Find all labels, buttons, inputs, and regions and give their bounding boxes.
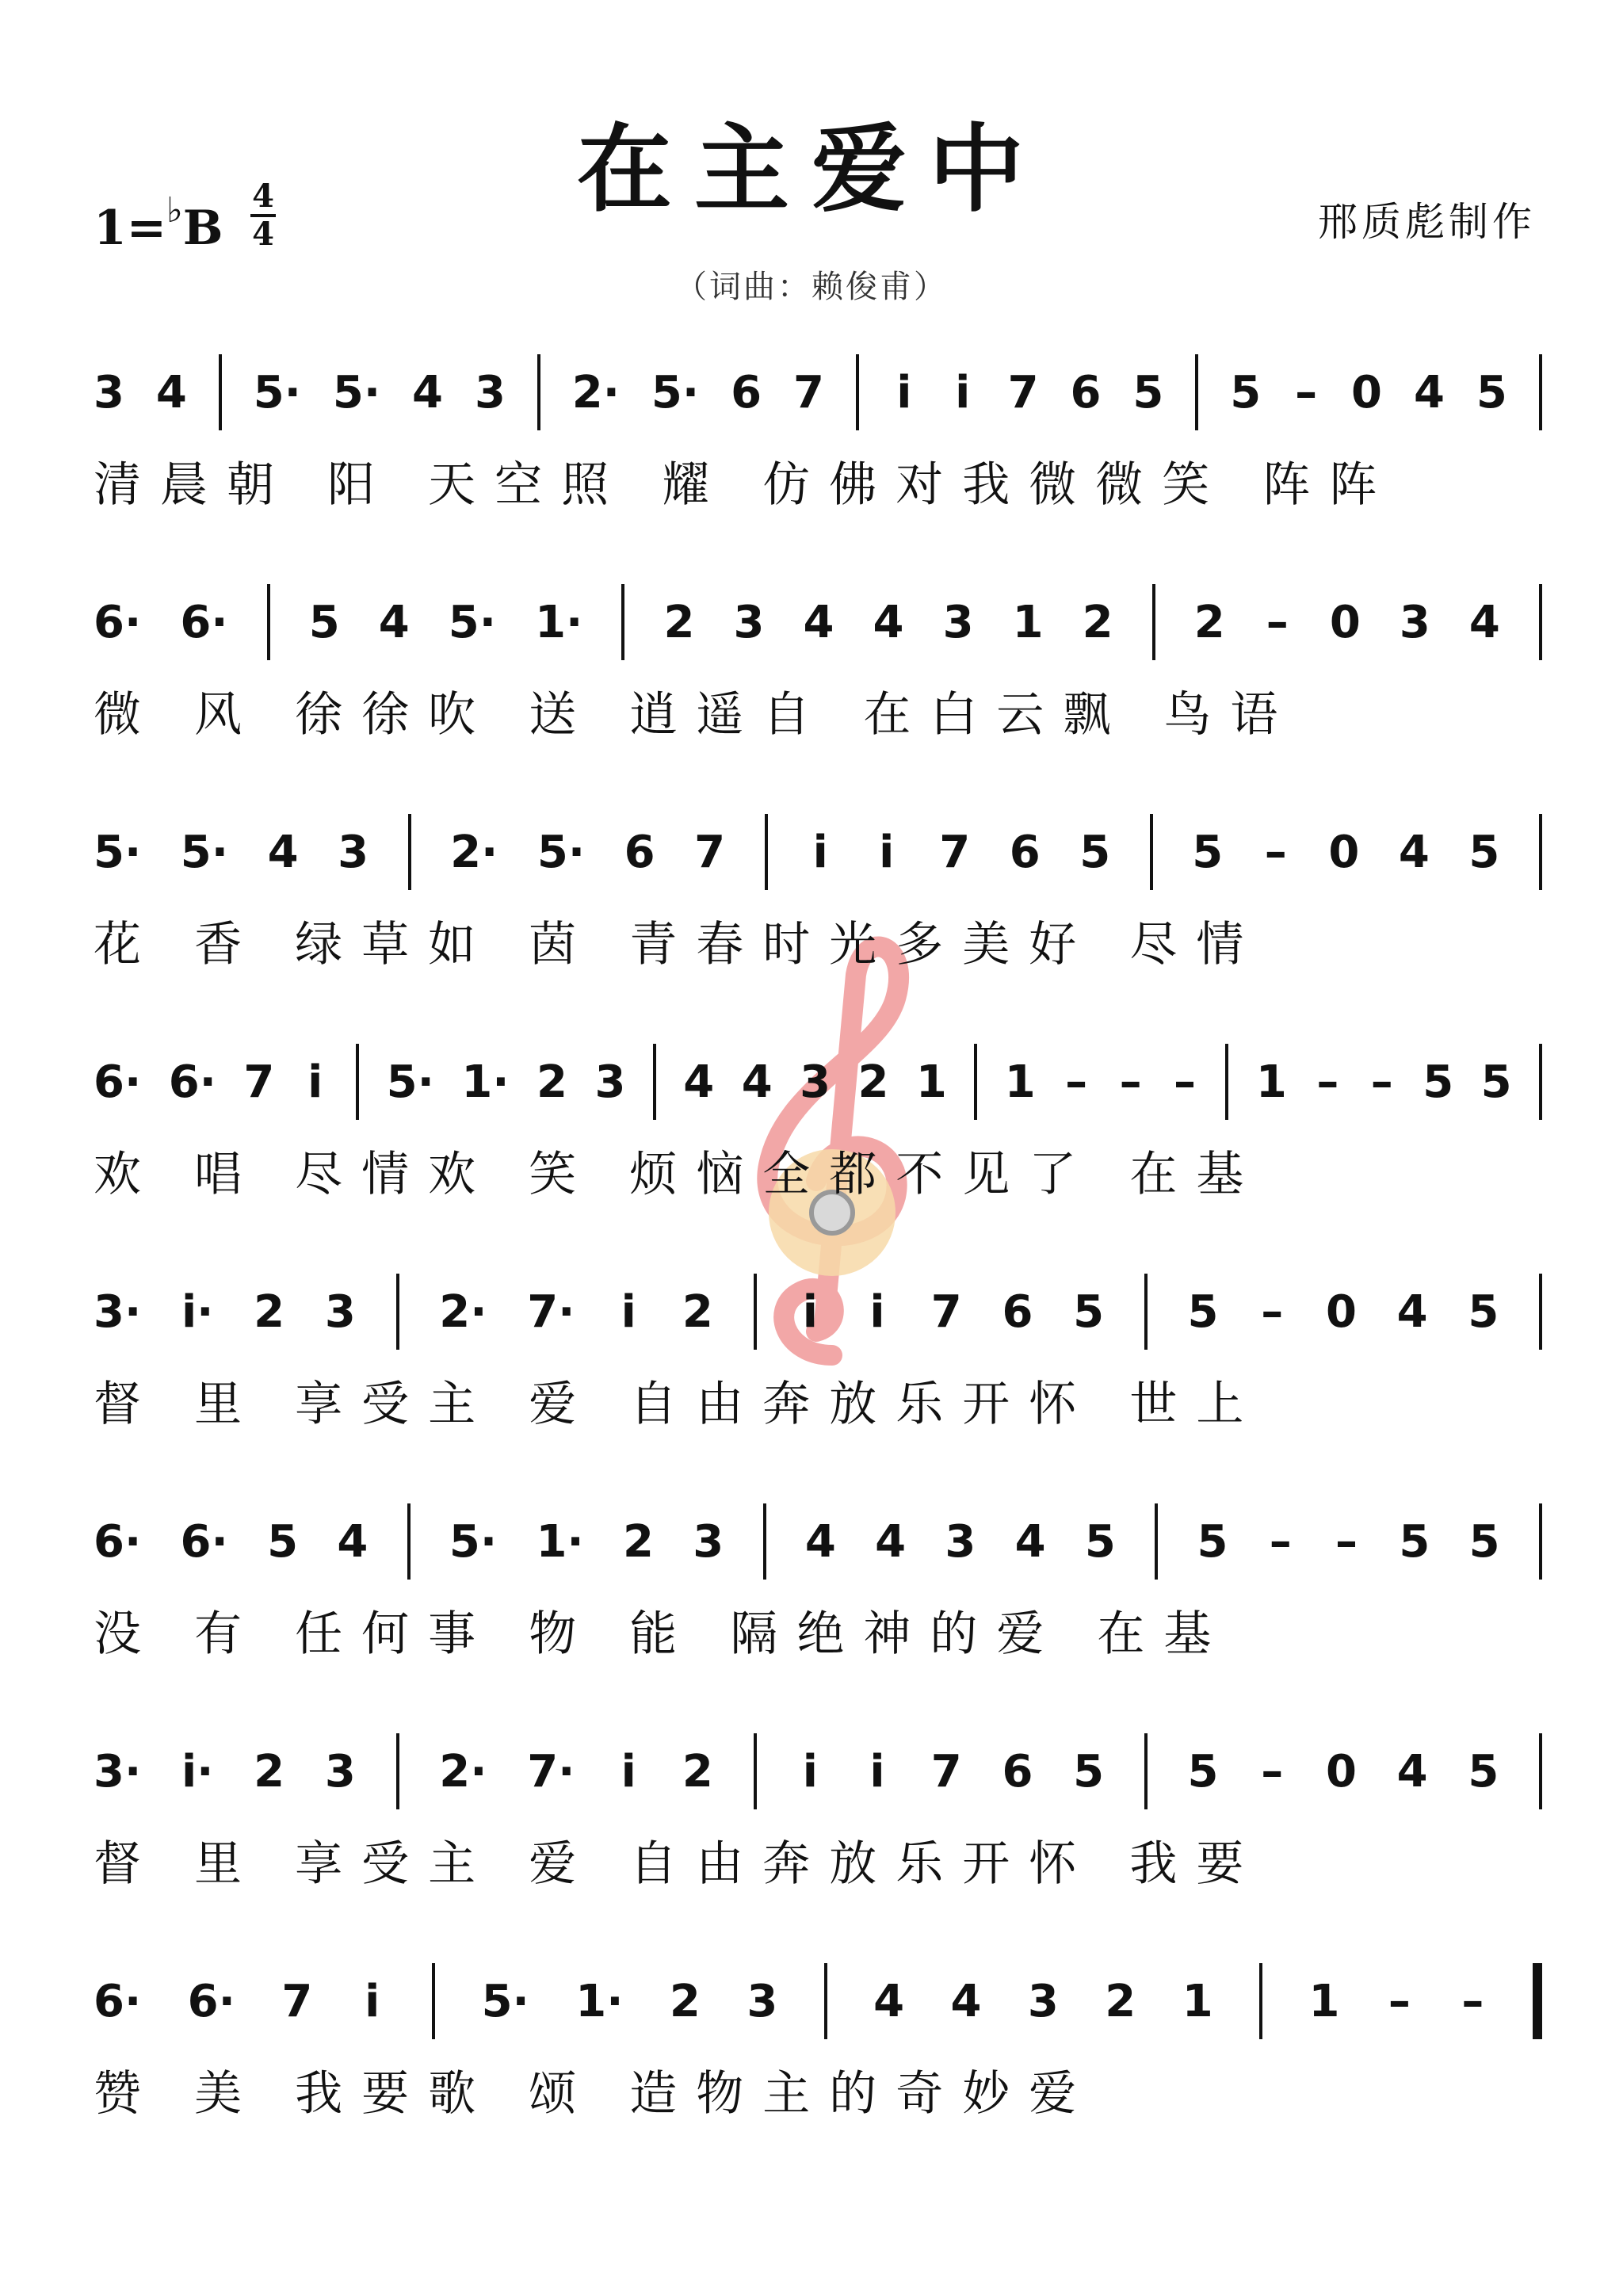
note: – (1388, 1975, 1411, 2027)
song-title: 在主爱中 (577, 113, 1046, 225)
note: 1· (461, 1056, 510, 1108)
note: 3 (800, 1056, 831, 1108)
barline (856, 354, 859, 430)
note: – (1119, 1056, 1142, 1108)
note: 0 (1351, 366, 1383, 418)
note: 2 (682, 1286, 713, 1338)
barline (396, 1733, 399, 1809)
barline (765, 814, 768, 890)
note: 5 (1079, 826, 1111, 878)
note: 5 (1073, 1286, 1105, 1338)
barline (1195, 354, 1198, 430)
note: 3 (942, 596, 974, 648)
note: – (1266, 596, 1289, 648)
note: 7 (939, 826, 971, 878)
note: 2 (682, 1745, 713, 1797)
note: 3 (945, 1515, 976, 1568)
note: 5 (267, 1515, 299, 1568)
barline (1152, 584, 1155, 660)
barline (824, 1963, 827, 2039)
note: 3 (747, 1975, 778, 2027)
note: 5 (1230, 366, 1262, 418)
note: 2 (1082, 596, 1113, 648)
note: 4 (683, 1056, 715, 1108)
note: 5 (1399, 1515, 1430, 1568)
barline (1539, 814, 1542, 890)
note: 1 (915, 1056, 947, 1108)
note: 4 (950, 1975, 982, 2027)
note: 7 (930, 1745, 962, 1797)
note: i (869, 1286, 885, 1338)
lyrics-row: 督 里 享受主 爱 自由奔放乐开怀 世上 (94, 1377, 1263, 1432)
note: 6 (1009, 826, 1041, 878)
barline (356, 1044, 359, 1120)
note: i (307, 1056, 323, 1108)
note: 3 (324, 1745, 356, 1797)
notation-row (94, 1958, 1542, 2045)
barline (537, 354, 540, 430)
note: – (1461, 1975, 1484, 2027)
note: i (869, 1745, 885, 1797)
barline (653, 1044, 656, 1120)
lyrics-row: 欢 唱 尽情欢 笑 烦恼全都不见了 在基 (94, 1147, 1263, 1202)
barline (1144, 1274, 1148, 1350)
note: 1· (575, 1975, 624, 2027)
note: i· (181, 1745, 214, 1797)
barline (754, 1274, 757, 1350)
note: 1· (536, 1515, 584, 1568)
note: 1 (1255, 1056, 1287, 1108)
note: 5 (1132, 366, 1164, 418)
barline (1539, 354, 1542, 430)
notation-row (94, 1038, 1542, 1125)
note: 5 (1423, 1056, 1454, 1108)
notation-row (94, 1268, 1542, 1355)
note: 5 (1084, 1515, 1116, 1568)
key-signature (94, 190, 223, 256)
note: 5· (537, 826, 586, 878)
note: 2· (439, 1286, 487, 1338)
barline (1225, 1044, 1228, 1120)
note: 5 (308, 596, 340, 648)
note: 7 (930, 1286, 962, 1338)
barline (1150, 814, 1153, 890)
note: 3 (94, 366, 124, 418)
note: 4 (741, 1056, 773, 1108)
note: – (1264, 826, 1287, 878)
note: i· (181, 1286, 214, 1338)
note: 5 (1197, 1515, 1228, 1568)
note: 0 (1329, 596, 1361, 648)
note: 6· (94, 1056, 142, 1108)
note: 1 (1182, 1975, 1213, 2027)
note: 2 (1105, 1975, 1136, 2027)
barline (219, 354, 222, 430)
note: – (1335, 1515, 1358, 1568)
note: 7· (527, 1745, 575, 1797)
barline (267, 584, 270, 660)
note: 4 (1398, 826, 1430, 878)
note: 0 (1328, 826, 1360, 878)
note: 1 (1004, 1056, 1036, 1108)
note: 7 (1007, 366, 1039, 418)
note: 3 (693, 1515, 724, 1568)
notation-row (94, 808, 1542, 896)
note: 5 (1480, 1056, 1512, 1108)
note: 2· (450, 826, 498, 878)
note: i (365, 1975, 380, 2027)
note: i (955, 366, 971, 418)
note: 4 (1468, 596, 1500, 648)
note: 4 (378, 596, 410, 648)
final-barline (1533, 1963, 1542, 2039)
note: 4 (337, 1515, 369, 1568)
note: 5· (253, 366, 301, 418)
note: 5 (1476, 366, 1507, 418)
note: 5· (386, 1056, 434, 1108)
note: 5 (1468, 1286, 1499, 1338)
note: 3 (1027, 1975, 1059, 2027)
notation-row (94, 349, 1542, 436)
barline (1539, 1733, 1542, 1809)
note: 3 (594, 1056, 626, 1108)
note: 3· (94, 1286, 142, 1338)
barline (396, 1274, 399, 1350)
note: 2 (537, 1056, 567, 1108)
note: 3 (1399, 596, 1430, 648)
note: i (812, 826, 828, 878)
note: 4 (267, 826, 299, 878)
staff-line-5 (94, 1268, 1542, 1435)
credit-line: （词曲：赖俊甫） (675, 269, 948, 305)
note: 5· (481, 1975, 529, 2027)
note: 1 (1012, 596, 1044, 648)
note: – (1316, 1056, 1339, 1108)
note: 0 (1325, 1745, 1357, 1797)
staff-line-7 (94, 1728, 1542, 1894)
staff-line-4 (94, 1038, 1542, 1205)
note: 7 (792, 366, 824, 418)
note: 2 (669, 1975, 701, 2027)
note: 6· (187, 1975, 235, 2027)
note: 6 (1070, 366, 1102, 418)
note: 4 (873, 1975, 905, 2027)
barline (408, 814, 411, 890)
note: 0 (1325, 1286, 1357, 1338)
note: – (1065, 1056, 1088, 1108)
lyrics-row: 微 风 徐徐吹 送 逍遥自 在白云飘 鸟语 (94, 687, 1297, 743)
staff-line-3 (94, 808, 1542, 975)
note: 3 (338, 826, 369, 878)
note: 2 (663, 596, 695, 648)
staff-line-2 (94, 579, 1542, 745)
note: 6 (1002, 1745, 1033, 1797)
barline (754, 1733, 757, 1809)
note: – (1174, 1056, 1197, 1108)
lyrics-row: 赞 美 我要歌 颂 造物主的奇妙爱 (94, 2066, 1096, 2122)
note: 5 (1468, 1515, 1500, 1568)
lyrics-row: 督 里 享受主 爱 自由奔放乐开怀 我要 (94, 1836, 1263, 1892)
lyrics-row: 清晨朝 阳 天空照 耀 仿佛对我微微笑 阵阵 (94, 457, 1396, 513)
note: i (896, 366, 912, 418)
note: 6 (1002, 1286, 1033, 1338)
staff-line-6 (94, 1498, 1542, 1664)
note: 4 (412, 366, 444, 418)
barline (432, 1963, 435, 2039)
note: 7 (243, 1056, 275, 1108)
note: 5· (651, 366, 700, 418)
barline (1539, 1503, 1542, 1580)
barline (1539, 1044, 1542, 1120)
note: 5 (1187, 1286, 1219, 1338)
barline (1539, 584, 1542, 660)
note: 6· (94, 1515, 142, 1568)
key-note: B (182, 201, 223, 256)
barline (407, 1503, 411, 1580)
note: – (1261, 1286, 1284, 1338)
note: 4 (873, 596, 904, 648)
note: 2 (254, 1745, 285, 1797)
barline (1259, 1963, 1262, 2039)
staff-line-1 (94, 349, 1542, 515)
note: 6· (180, 596, 228, 648)
note: 4 (1413, 366, 1445, 418)
note: 5· (180, 826, 229, 878)
note: – (1370, 1056, 1393, 1108)
note: 3 (324, 1286, 356, 1338)
note: 5 (1468, 826, 1500, 878)
note: 4 (1014, 1515, 1046, 1568)
lyrics-row: 没 有 任何事 物 能 隔绝神的爱 在基 (94, 1606, 1231, 1662)
note: 7 (281, 1975, 313, 2027)
note: 3 (733, 596, 765, 648)
note: 4 (875, 1515, 907, 1568)
barline (974, 1044, 977, 1120)
note: 7 (694, 826, 726, 878)
note: – (1295, 366, 1318, 418)
note: i (621, 1745, 636, 1797)
barline (1144, 1733, 1148, 1809)
note: – (1269, 1515, 1292, 1568)
note: 2 (857, 1056, 889, 1108)
barline (763, 1503, 766, 1580)
note: 4 (1396, 1286, 1428, 1338)
note: 6· (94, 1975, 142, 2027)
time-signature (250, 178, 276, 253)
note: 2· (439, 1745, 487, 1797)
notation-row (94, 1728, 1542, 1815)
barline (1539, 1274, 1542, 1350)
note: 2 (1193, 596, 1225, 648)
note: 4 (155, 366, 187, 418)
key-prefix: 1= (94, 201, 167, 256)
note: i (621, 1286, 636, 1338)
note: 5 (1187, 1745, 1219, 1797)
note: 3 (474, 366, 506, 418)
notation-row (94, 579, 1542, 666)
note: 4 (1396, 1745, 1428, 1797)
staff-line-8 (94, 1958, 1542, 2124)
note: 5 (1468, 1745, 1499, 1797)
note: 2 (254, 1286, 285, 1338)
note: 5· (449, 1515, 498, 1568)
flat-sign: ♭ (166, 190, 183, 231)
note: i (879, 826, 895, 878)
note: 3· (94, 1745, 142, 1797)
note: 4 (804, 1515, 836, 1568)
note: 2· (571, 366, 620, 418)
notation-row (94, 1498, 1542, 1585)
note: 6· (180, 1515, 228, 1568)
note: 5 (1192, 826, 1224, 878)
note: 5 (1073, 1745, 1105, 1797)
note: i (802, 1745, 818, 1797)
time-top: 4 (252, 178, 274, 215)
note: 6 (731, 366, 762, 418)
note: 1· (535, 596, 583, 648)
maker-label: 邢质彪制作 (1318, 199, 1536, 245)
note: i (802, 1286, 818, 1338)
note: 6· (168, 1056, 216, 1108)
barline (621, 584, 624, 660)
note: 5· (448, 596, 496, 648)
note: – (1261, 1745, 1284, 1797)
barline (1155, 1503, 1158, 1580)
note: 6 (624, 826, 655, 878)
note: 5· (94, 826, 142, 878)
note: 1 (1308, 1975, 1340, 2027)
lyrics-row: 花 香 绿草如 茵 青春时光多美好 尽情 (94, 917, 1263, 972)
note: 5· (332, 366, 381, 418)
note: 6· (94, 596, 142, 648)
time-bottom: 4 (252, 216, 274, 253)
note: 2 (623, 1515, 654, 1568)
note: 4 (803, 596, 834, 648)
note: 7· (527, 1286, 575, 1338)
